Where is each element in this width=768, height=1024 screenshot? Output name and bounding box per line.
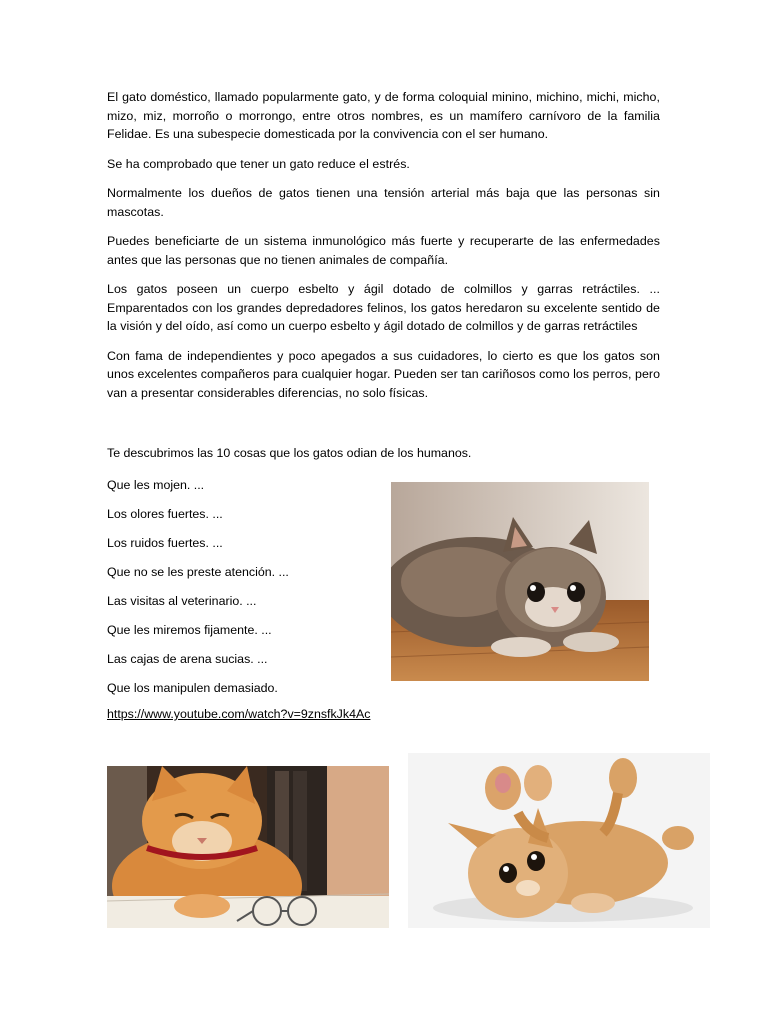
list-item: Las cajas de arena sucias. ... <box>107 652 268 666</box>
list-item: Los olores fuertes. ... <box>107 507 223 521</box>
youtube-link[interactable]: https://www.youtube.com/watch?v=9znsfkJk4Ac <box>107 707 371 721</box>
hates-list <box>107 476 289 708</box>
orange-cat-glasses-photo <box>107 766 389 928</box>
paragraph-companions: Con fama de independientes y poco apegados a sus cuidadores, lo cierto es que los gatos son unos excelentes compañeros para cualquier hogar. Pueden ser tan cariñosos como los perros, pero van a presentar considerables diferencias, no solo físicas. <box>107 348 661 400</box>
body-text <box>107 88 660 413</box>
playful-kitten-photo <box>408 753 710 928</box>
list-item: Las visitas al veterinario. ... <box>107 594 257 608</box>
list-intro: Te descubrimos las 10 cosas que los gatos odian de los humanos. <box>107 446 472 460</box>
list-item: Los ruidos fuertes. ... <box>107 536 223 550</box>
paragraph-immune: Puedes beneficiarte de un sistema inmunológico más fuerte y recuperarte de las enfermedades antes que las personas que no tienen animales de compañía. <box>107 234 660 267</box>
list-item: Que les miremos fijamente. ... <box>107 623 272 637</box>
tabby-cat-photo <box>391 482 649 681</box>
list-item: Que les mojen. ... <box>107 478 205 492</box>
list-item: Que no se les preste atención. ... <box>107 565 289 579</box>
paragraph-intro: El gato doméstico, llamado popularmente gato, y de forma coloquial minino, michino, michi, micho, mizo, miz, morroño o morrongo, entre otros nombres, es un mamífero carnívoro de la familia Felidae. Es una subespecie domesticada por la convivencia con el ser humano. <box>107 90 660 141</box>
list-item: Que los manipulen demasiado. <box>107 681 278 695</box>
paragraph-body: Los gatos poseen un cuerpo esbelto y ágil dotado de colmillos y garras retráctiles. ... Emparentados con los grandes depredadores felinos, los gatos heredaron su excelente sentido de la visión y del oído, así como un cuerpo esbelto y ágil dotado de colmillos y de garras retráctiles <box>107 282 660 333</box>
paragraph-stress: Se ha comprobado que tener un gato reduce el estrés. <box>107 156 410 171</box>
paragraph-blood-pressure: Normalmente los dueños de gatos tienen una tensión arterial más baja que las personas sin mascotas. <box>107 186 660 219</box>
